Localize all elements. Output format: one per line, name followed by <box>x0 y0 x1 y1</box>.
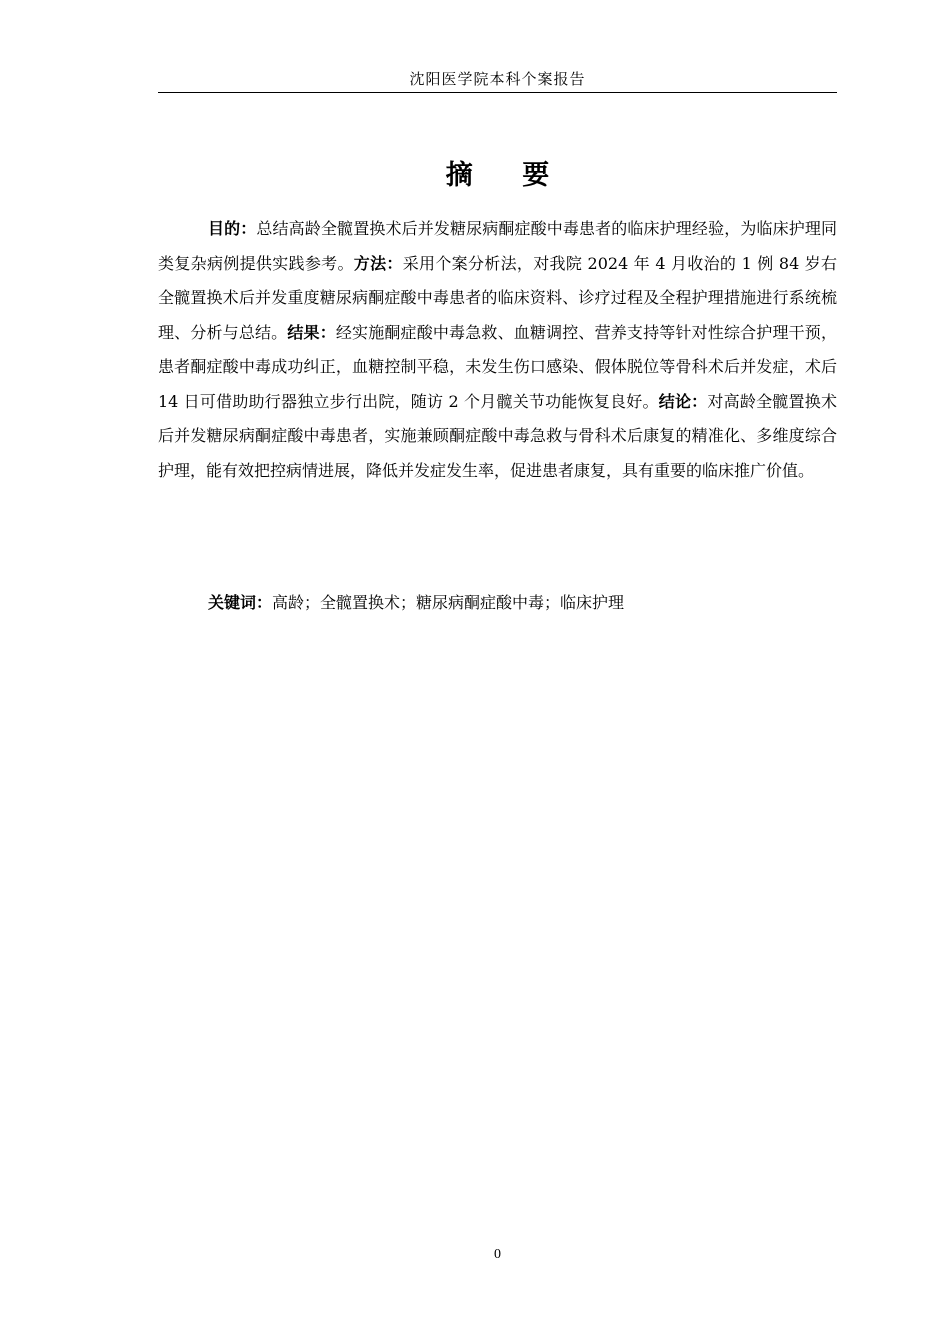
methods-label: 方法： <box>353 253 403 273</box>
results-label: 结果： <box>287 322 336 342</box>
methods-text: 采用个案分析法，对我院 2024 年 4 月收治的 1 例 84 岁右全髋置换术后并发重度糖尿病酮症酸中毒患者的临床资料、诊疗过程及全程护理措施进行系统梳理、分析与总结。 <box>158 253 837 342</box>
conclusion-label: 结论： <box>658 391 708 411</box>
results-text: 经实施酮症酸中毒急救、血糖调控、营养支持等针对性综合护理干预，患者酮症酸中毒成功纠正，血糖控制平稳，未发生伤口感染、假体脱位等骨科术后并发症，术后 14 日可借助助行器独立步行出院，随访 2 个月髋关节功能恢复良好。 <box>158 322 837 411</box>
keywords <box>158 586 837 621</box>
keywords-label: 关键词： <box>208 593 273 612</box>
header-title: 沈阳医学院本科个案报告 <box>409 70 586 88</box>
page-header <box>158 66 837 93</box>
keywords-text: 高龄；全髋置换术；糖尿病酮症酸中毒；临床护理 <box>272 593 625 612</box>
abstract-body <box>158 212 837 488</box>
objective-text: 总结高龄全髋置换术后并发糖尿病酮症酸中毒患者的临床护理经验，为临床护理同类复杂病例提供实践参考。 <box>158 219 837 273</box>
page-number: 0 <box>494 1247 501 1262</box>
conclusion-text: 对高龄全髋置换术后并发糖尿病酮症酸中毒患者，实施兼顾酮症酸中毒急救与骨科术后康复的精准化、多维度综合护理，能有效把控病情进展，降低并发症发生率，促进患者康复，具有重要的临床推广价值。 <box>158 391 837 480</box>
abstract-title: 摘 要 <box>445 160 570 191</box>
objective-label: 目的： <box>208 219 257 238</box>
